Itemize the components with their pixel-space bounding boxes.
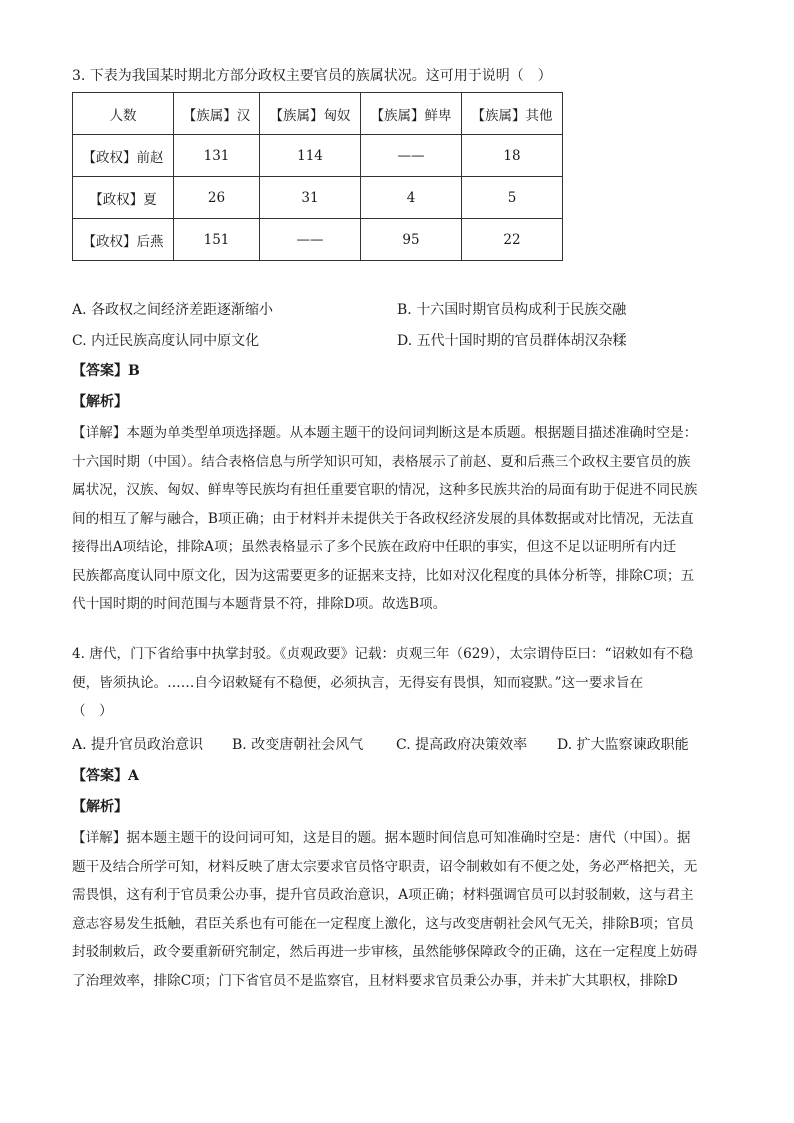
- table-cell: 5: [462, 177, 563, 219]
- q3-detail-line: 民族都高度认同中原文化，因为这需要更多的证据来支持，比如对汉化程度的具体分析等，排除C项；五: [72, 567, 695, 584]
- table-header-cell: 【族属】汉: [174, 93, 260, 135]
- q4-detail: [72, 824, 722, 995]
- table-header-row: [73, 93, 563, 135]
- q3-option-b: B. 十六国时期官员构成利于民族交融: [397, 302, 627, 318]
- q3-option-a: A. 各政权之间经济差距逐渐缩小: [72, 302, 274, 318]
- table-cell: 【政权】前赵: [73, 135, 174, 177]
- table-cell: 18: [462, 135, 563, 177]
- table-cell: ——: [361, 135, 462, 177]
- q4-detail-line: 【详解】据本题主题干的设问词可知，这是目的题。据本题时间信息可知准确时空是：唐代（中国）。据: [72, 830, 691, 846]
- table-cell: 131: [174, 135, 260, 177]
- table-header-cell: 人数: [73, 93, 174, 135]
- q4-answer: 【答案】A: [72, 768, 139, 784]
- q3-detail-line: 【详解】本题为单类型单项选择题。从本题主题干的设问词判断这是本质题。根据题目描述准确时空是：: [72, 425, 698, 441]
- q4-detail-line: 题干及结合所学可知，材料反映了唐太宗要求官员恪守职责，诏令制敕如有不便之处，务必严格把关，无: [72, 858, 698, 875]
- table-cell: 95: [361, 219, 462, 261]
- q3-detail: [72, 419, 722, 619]
- table-row: [73, 135, 563, 177]
- q4-stem-line: （ ）: [72, 703, 113, 719]
- table-cell: 114: [260, 135, 361, 177]
- q3-table: [72, 92, 563, 261]
- q4-stem-line: 4. 唐代，门下省给事中执掌封驳。《贞观政要》记载：贞观三年（629），太宗谓侍臣曰：“诏敕如有不稳: [72, 646, 694, 662]
- q3-detail-line: 十六国时期（中国）。结合表格信息与所学知识可知，表格展示了前赵、夏和后燕三个政权主要官员的族: [72, 453, 691, 470]
- table-cell: 26: [174, 177, 260, 219]
- q4-analysis-label: 【解析】: [72, 799, 128, 815]
- table-header-cell: 【族属】匈奴: [260, 93, 361, 135]
- q4-option-d: D. 扩大监察谏政职能: [557, 737, 689, 753]
- q4-stem: [72, 640, 722, 726]
- q4-detail-line: 了治理效率，排除C项；门下省官员不是监察官，且材料要求官员秉公办事，并未扩大其职权，排除D: [72, 972, 678, 989]
- q4-detail-line: 意志容易发生抵触，君臣关系也有可能在一定程度上激化，这与改变唐朝社会风气无关，排除B项；官员: [72, 915, 694, 932]
- q3-answer: 【答案】B: [72, 363, 140, 379]
- table-cell: 22: [462, 219, 563, 261]
- table-row: [73, 177, 563, 219]
- q3-analysis-label: 【解析】: [72, 394, 128, 410]
- q4-option-a: A. 提升官员政治意识: [72, 737, 204, 753]
- table-cell: 【政权】后燕: [73, 219, 174, 261]
- q4-option-b: B. 改变唐朝社会风气: [232, 737, 364, 753]
- table-cell: 151: [174, 219, 260, 261]
- table-cell: 31: [260, 177, 361, 219]
- q4-option-c: C. 提高政府决策效率: [396, 737, 528, 753]
- table-cell: 【政权】夏: [73, 177, 174, 219]
- q4-stem-line: 便，皆须执论。……自今诏敕疑有不稳便，必须执言，无得妄有畏惧，知而寝默。”这一要求旨在: [72, 674, 644, 691]
- q3-option-d: D. 五代十国时期的官员群体胡汉杂糅: [397, 333, 627, 349]
- table-header-cell: 【族属】其他: [462, 93, 563, 135]
- q3-detail-line: 属状况，汉族、匈奴、鲜卑等民族均有担任重要官职的情况，这种多民族共治的局面有助于促进不同民族: [72, 482, 698, 498]
- q3-detail-line: 间的相互了解与融合，B项正确；由于材料并未提供关于各政权经济发展的具体数据或对比情况，无法直: [72, 510, 694, 527]
- q4-detail-line: 需畏惧，这有利于官员秉公办事，提升官员政治意识，A项正确；材料强调官员可以封驳制敕，这与君主: [72, 887, 694, 903]
- table-cell: 4: [361, 177, 462, 219]
- table-cell: ——: [260, 219, 361, 261]
- q3-detail-line: 代十国时期的时间范围与本题背景不符，排除D项。故选B项。: [72, 596, 447, 612]
- q3-stem: 3. 下表为我国某时期北方部分政权主要官员的族属状况。这可用于说明（ ）: [72, 68, 552, 84]
- table-header-cell: 【族属】鲜卑: [361, 93, 462, 135]
- q3-detail-line: 接得出A项结论，排除A项；虽然表格显示了多个民族在政府中任职的事实，但这不足以证明所有内迁: [72, 539, 677, 555]
- table-row: [73, 219, 563, 261]
- q4-detail-line: 封驳制敕后，政令要重新研究制定，然后再进一步审核，虽然能够保障政令的正确，这在一定程度上妨碍: [72, 944, 698, 960]
- q3-option-c: C. 内迁民族高度认同中原文化: [72, 333, 260, 349]
